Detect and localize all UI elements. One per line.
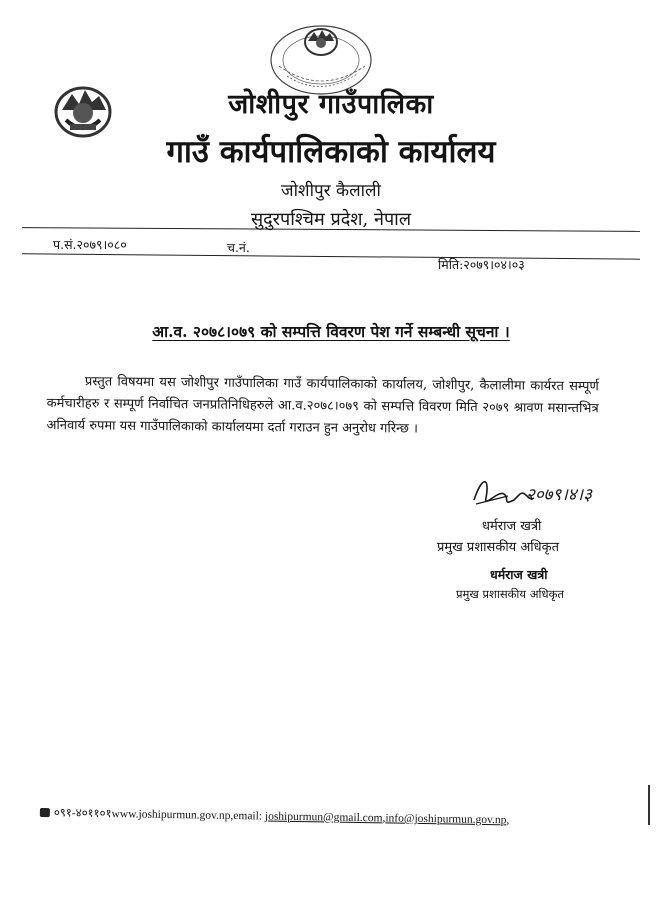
website: www.joshipurmun.gov.np,email: — [111, 808, 266, 823]
stamp-signer-name: धर्मराज खत्री — [490, 567, 548, 582]
phone-number: ०९१-४०११०१ — [53, 807, 112, 821]
notice-subject: आ.व. २०७८।०७९ को सम्पत्ति विवरण पेश गर्ने सम्बन्धी सूचना । — [152, 322, 510, 341]
handwritten-date: २०७९।४।३ — [526, 485, 592, 505]
office-name: गाउँ कार्यपालिकाको कार्यालय — [166, 134, 496, 170]
office-location: जोशीपुर कैलाली — [281, 181, 381, 201]
signer-name: धर्मराज खत्री — [482, 519, 542, 534]
footer-trailing-comma: , — [506, 814, 510, 827]
email-link-1[interactable]: joshipurmun@gmail.com — [264, 810, 383, 825]
letter-date: मिति:२०७९।०४।०३ — [438, 257, 525, 272]
contact-footer — [40, 805, 640, 829]
notice-body: प्रस्तुत विषयमा यस जोशीपुर गाउँपालिका गाउँ कार्यपालिकाको कार्यालय, जोशीपुर, कैलालीमा कार्यरत सम्पूर्ण कर्मचारीहरु र सम्पूर्ण निर्वाचित जनप्रतिनिधिहरुले आ.व.२०७८।०७९ को सम्पत्ति विवरण मिति २०७९ श्रावण मसान्तभित्र अनिवार्य रुपमा यस गाउँपालिकाको कार्यालयमा दर्ता गराउन हुन अनुरोध गरिन्छ । — [46, 374, 599, 437]
organization-name: जोशीपुर गाउँपालिका — [228, 89, 434, 120]
email-link-2[interactable]: info@joshipurmun.gov.np — [385, 812, 507, 827]
handwritten-signature — [468, 470, 598, 516]
header-divider-bottom — [22, 253, 640, 259]
dispatch-number: च.नं. — [227, 240, 250, 255]
reference-number: प.सं.२०७९।०८० — [53, 237, 127, 252]
telephone-icon — [40, 808, 50, 817]
page-margin-mark — [648, 785, 656, 825]
email-separator: , — [382, 812, 386, 825]
stamp-signer-title: प्रमुख प्रशासकीय अधिकृत — [456, 587, 564, 601]
office-province: सुदुरपश्चिम प्रदेश, नेपाल — [250, 209, 412, 230]
signer-title: प्रमुख प्रशासकीय अधिकृत — [437, 540, 560, 555]
